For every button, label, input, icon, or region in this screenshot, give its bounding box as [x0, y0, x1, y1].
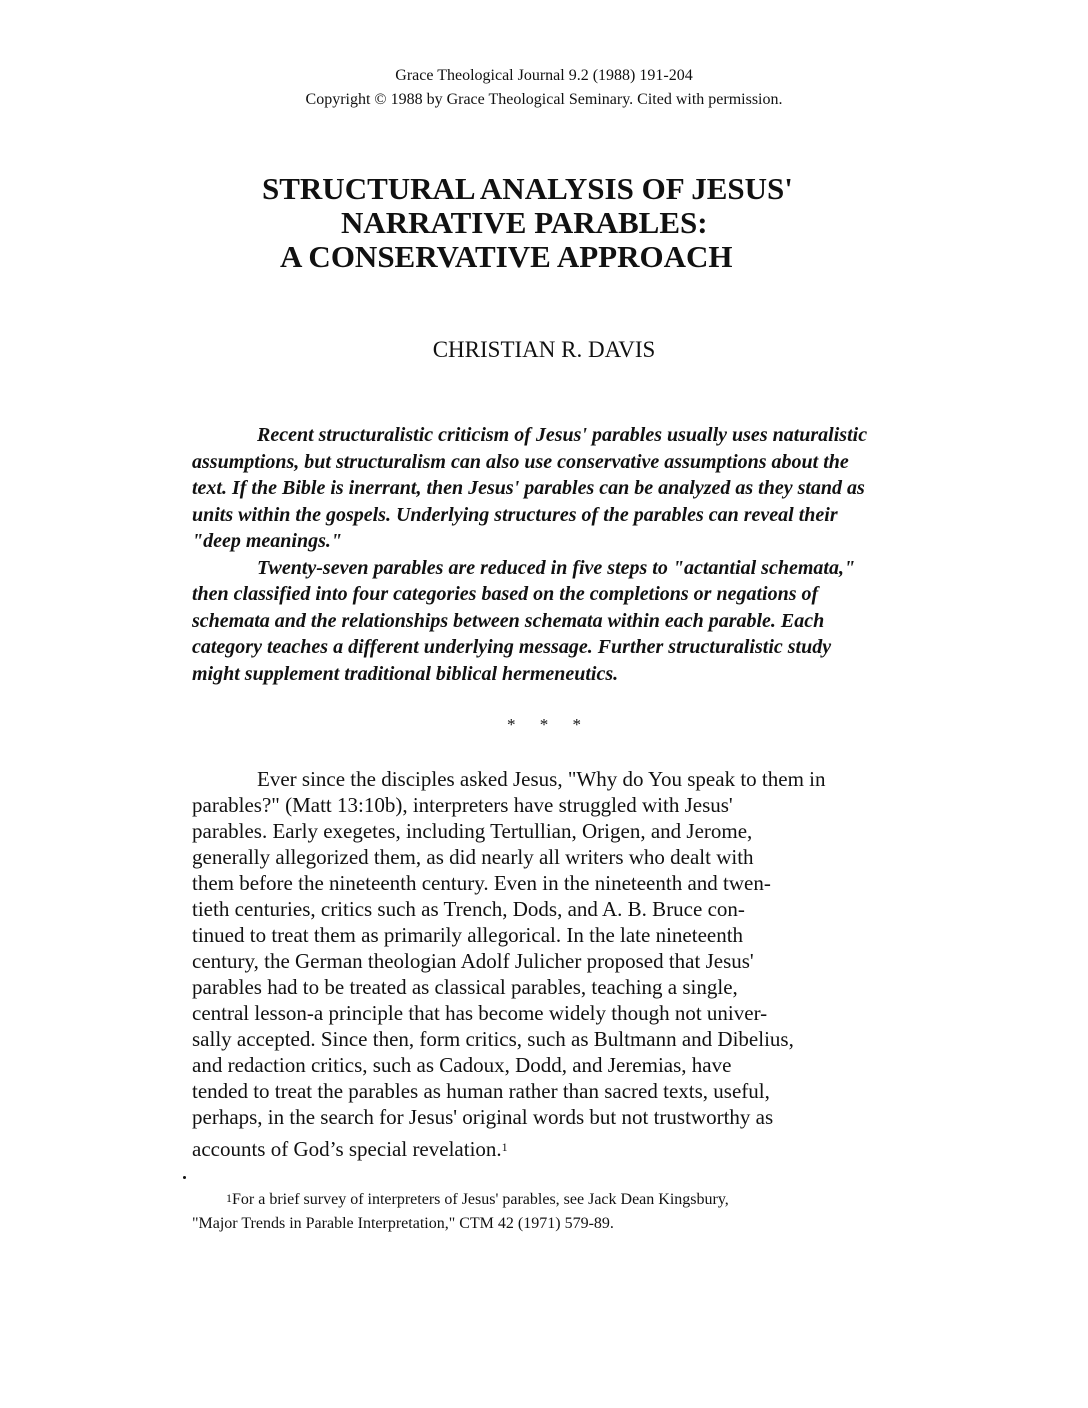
- author-name: CHRISTIAN R. DAVIS: [432, 337, 656, 362]
- body-line-last: [192, 1136, 508, 1162]
- article-title-line-2: NARRATIVE PARABLES:: [341, 205, 708, 240]
- abstract-line: text. If the Bible is inerrant, then Jesus' parables can be analyzed as they stand as: [192, 477, 865, 499]
- footnote-text-1: For a brief survey of interpreters of Jesus' parables, see Jack Dean Kingsbury,: [232, 1191, 729, 1208]
- section-separator: * * *: [507, 715, 591, 734]
- abstract-line: assumptions, but structuralism can also use conservative assumptions about the: [192, 450, 849, 473]
- article-title-line-3: A CONSERVATIVE APPROACH: [280, 239, 733, 274]
- stray-mark: [183, 1176, 186, 1179]
- body-line: tended to treat the parables as human rather than sacred texts, useful,: [192, 1079, 770, 1103]
- body-line: Ever since the disciples asked Jesus, "Why do You speak to them in: [257, 767, 826, 791]
- body-line: them before the nineteenth century. Even in the nineteenth and twen-: [192, 871, 771, 895]
- abstract-line: Recent structuralistic criticism of Jesus' parables usually uses naturalistic: [257, 424, 868, 446]
- article-title-line-1: STRUCTURAL ANALYSIS OF JESUS': [262, 171, 793, 206]
- body-line: and redaction critics, such as Cadoux, Dodd, and Jeremias, have: [192, 1053, 732, 1077]
- abstract-line: schemata and the relationships between schemata within each parable. Each: [192, 609, 825, 632]
- abstract-line: then classified into four categories based on the completions or negations of: [192, 583, 819, 605]
- abstract-line: "deep meanings.": [192, 530, 342, 552]
- body-line: century, the German theologian Adolf Julicher proposed that Jesus': [192, 949, 754, 973]
- body-line: generally allegorized them, as did nearly all writers who dealt with: [192, 845, 754, 869]
- body-line-text: accounts of God’s special revelation.: [192, 1137, 502, 1161]
- body-line: parables. Early exegetes, including Tertullian, Origen, and Jerome,: [192, 819, 753, 843]
- copyright-notice: Copyright © 1988 by Grace Theological Seminary. Cited with permission.: [305, 91, 783, 108]
- body-line: sally accepted. Since then, form critics, such as Bultmann and Dibelius,: [192, 1027, 794, 1051]
- abstract-line: might supplement traditional biblical hermeneutics.: [192, 662, 619, 685]
- footnote-marker: 1: [226, 1191, 232, 1205]
- body-line: tinued to treat them as primarily allegorical. In the late nineteenth: [192, 923, 744, 947]
- abstract-line: category teaches a different underlying message. Further structuralistic study: [192, 636, 832, 658]
- body-line: central lesson-a principle that has become widely though not univer-: [192, 1001, 768, 1025]
- abstract-line: Twenty-seven parables are reduced in five steps to "actantial schemata,": [257, 556, 856, 579]
- footnote-line: [226, 1190, 729, 1210]
- journal-citation: Grace Theological Journal 9.2 (1988) 191-204: [395, 67, 693, 84]
- footnote-reference[interactable]: 1: [501, 1140, 508, 1154]
- body-line: perhaps, in the search for Jesus' original words but not trustworthy as: [192, 1105, 774, 1129]
- abstract-line: units within the gospels. Underlying structures of the parables can reveal their: [192, 503, 838, 526]
- body-line: tieth centuries, critics such as Trench, Dods, and A. B. Bruce con-: [192, 897, 745, 921]
- body-line: parables?" (Matt 13:10b), interpreters have struggled with Jesus': [192, 793, 733, 817]
- footnote-line: "Major Trends in Parable Interpretation," CTM 42 (1971) 579-89.: [192, 1215, 614, 1232]
- body-line: parables had to be treated as classical parables, teaching a single,: [192, 975, 738, 999]
